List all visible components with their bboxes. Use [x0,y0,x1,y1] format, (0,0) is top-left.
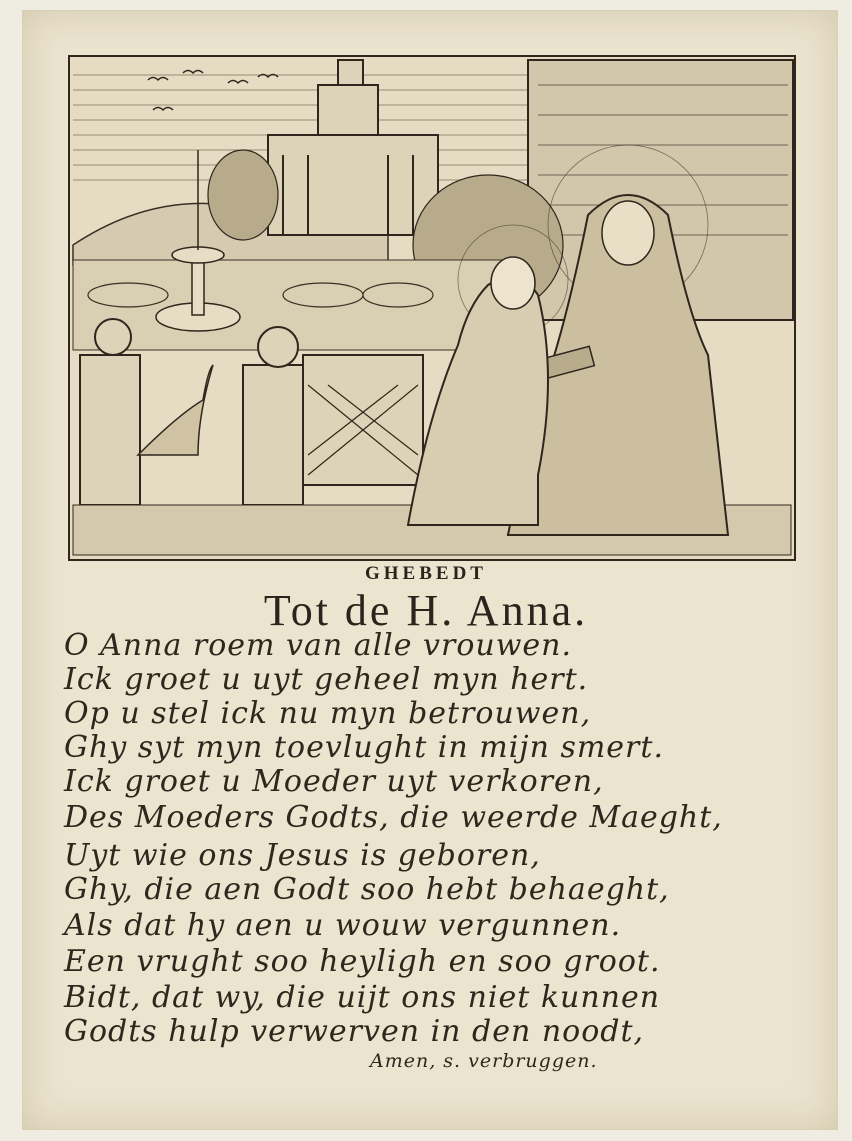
verse-line: Uyt wie ons Jesus is geboren, [64,838,541,873]
verse-line: Als dat hy aen u wouw vergunnen. [64,908,622,943]
verse-line: O Anna roem van alle vrouwen. [64,628,573,663]
verse-line: Des Moeders Godts, die weerde Maeght, [64,800,723,835]
verse-line: Ick groet u Moeder uyt verkoren, [64,764,604,799]
signature-line: Amen, s. verbruggen. [370,1050,598,1072]
verse-line: Een vrught soo heyligh en soo groot. [64,944,661,979]
verse-line: Ick groet u uyt geheel myn hert. [64,662,589,697]
verse-line: Bidt, dat wy, die uijt ons niet kunnen [64,980,661,1015]
verse-line: Ghy syt myn toevlught in mijn smert. [64,730,664,765]
prayer-title: Tot de H. Anna. [263,586,589,635]
verse-line: Op u stel ick nu myn betrouwen, [64,696,592,731]
verse-line: Godts hulp verwerven in den noodt, [64,1014,645,1049]
prayer-heading: GHEBEDT [365,563,487,584]
verse-line: Ghy, die aen Godt soo hebt behaeght, [64,872,670,907]
